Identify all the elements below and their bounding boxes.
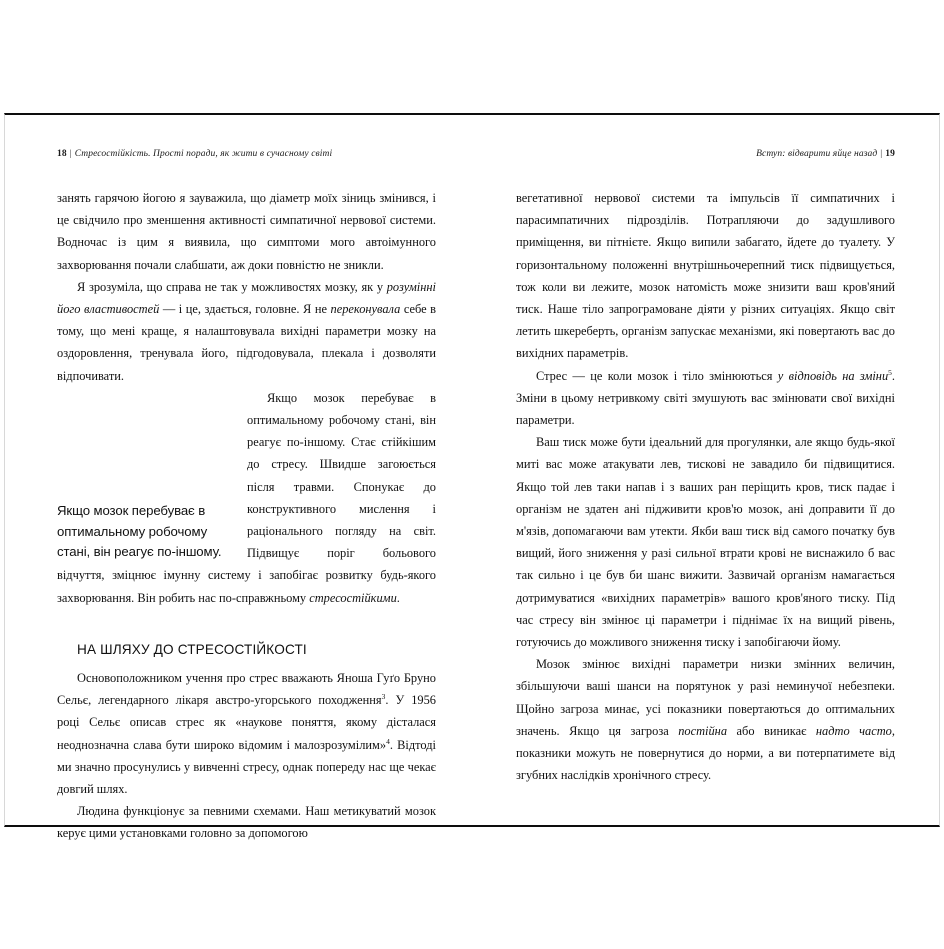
paragraph: Я зрозуміла, що справа не так у можливостях мозку, як у розумінні його властивостей — і це, здається, головне. Я не переконувала себе в тому, що мені краще, я налаштовувала вихідні параметри мозку на оздоровлення, тренувала його, підгодовувала, плекала і дозволяти відпочивати. xyxy=(57,279,437,383)
running-head-title-right: Вступ: відварити яйце назад xyxy=(756,149,878,159)
left-page xyxy=(5,115,472,841)
folio-left: 18 xyxy=(57,149,67,159)
emphasis: у відповідь на зміни xyxy=(777,368,889,383)
footnote-marker: 3 xyxy=(381,692,386,702)
pull-quote: Якщо мозок перебуває в оптимальному робочому стані, він реагує по-іншому. xyxy=(57,503,222,559)
emphasis: постійна xyxy=(678,723,728,738)
emphasis: надто часто xyxy=(815,723,892,738)
running-head-separator-right: | xyxy=(880,149,883,159)
right-page xyxy=(472,115,939,825)
paragraph-wrapping-pullquote: Якщо мозок перебуває в оптимальному робочому стані, він реагує по-іншому. Стає стійкішим до стресу. Швидше загоюється після травми. Спонукає до конструктивного мислення і раціонального погляду на світ. Підвищує поріг больового відчуття, зміцнює імунну систему і запобігає розвитку будь-якого захворювання. Він робить нас по-справжньому стресостійкими. xyxy=(57,387,436,609)
running-head-left xyxy=(57,149,436,163)
section-heading: НА ШЛЯХУ ДО СТРЕСОСТІЙКОСТІ xyxy=(77,641,307,657)
footnote-marker: 4 xyxy=(386,736,390,746)
right-body-column xyxy=(516,187,895,786)
footnote-marker: 5 xyxy=(888,367,892,377)
paragraph: Основоположником учення про стрес вважають Яноша Гуґо Бруно Сельє, легендарного лікаря австро-угорського походження$^3$. У 1956 році Сельє описав стрес як «наукове поняття, якому дісталася неоднозначна слава бути широко відомим і малозрозумілим»$^4$. Відтоді ми значно просунулись у вивченні стресу, однак попереду нас ще чекає довгий шлях. xyxy=(57,671,436,797)
running-head-title-left: Стресостійкість. Прості поради, як жити в сучасному світі xyxy=(74,149,333,159)
book-spread xyxy=(4,113,940,841)
paragraph: занять гарячою йогою я зауважила, що діаметр моїх зіниць змінився, і це свідчило про зменшення активності симпатичної нервової системи. Водночас із цим я виявила, що симптоми мого автоімунного захворювання почали слабшати, аж доки повністю не зникли. xyxy=(57,191,436,272)
emphasis: стресостійкими xyxy=(309,590,397,605)
running-head-right xyxy=(516,149,895,163)
paragraph: Ваш тиск може бути ідеальний для прогулянки, але якщо будь-якої миті вас може атакувати лев, тискові не завадило би підвищитися. Якщо той лев таки напав і з ваших ран періщить кров, тиск падає і організм не здатен ані підживити кров'ю мозок, ані доправити її до м'язів, допомагаючи вам утекти. Якби ваш тиск від самого початку був вищий, його зниження у разі сильної втрати крові не виснажило б вас так сильно і це був би шанс вижити. Зазвичай організм намагається дотримуватися «вихідних параметрів» вашого кров'яного тиску. Під час стресу він змінює ці параметри і піднімає їх на вищий рівень, готуючись до можливого зниження тиску і запобігаючи йому. xyxy=(516,435,895,650)
emphasis: переконувала xyxy=(330,302,401,317)
paragraph: вегетативної нервової системи та імпульсів її симпатичних і парасимпатичних підрозділів. Потрапляючи до задушливого приміщення, ви пітнієте. Якщо випили забагато, йдете до туалету. У горизонтальному положенні внутрішньочерепний тиск підвищується, тож коли ви лежите, мозок натомість може знизити ваш кров'яний тиск. Наше тіло запрограмоване діяти у різних ситуаціях. Якщо світ летить шкереберть, організм запускає механізми, які повертають вас до вихідних параметрів. xyxy=(516,191,895,361)
paragraph: Людина функціонує за певними схемами. Наш метикуватий мозок керує цими установками головно за допомогою xyxy=(57,804,436,841)
folio-right: 19 xyxy=(885,149,895,159)
emphasis: розумінні його властивостей xyxy=(57,279,436,317)
paragraph: Мозок змінює вихідні параметри низки змінних величин, збільшуючи ваші шанси на порятунок у разі неминучої небезпеки. Щойно загроза минає, усі показники повертаються до оптимальних значень. Якщо ця загроза постійна або виникає надто часто, показники можуть не повернутися до норми, а ви потерпатимете від згубних наслідків хронічного стресу. xyxy=(516,657,895,783)
running-head-separator-left: | xyxy=(69,149,72,159)
paragraph: Стрес — це коли мозок і тіло змінюються у відповідь на зміни$^5$. Зміни в цьому нетривкому світі змушують вас змінювати свої вихідні параметри. xyxy=(516,367,895,428)
